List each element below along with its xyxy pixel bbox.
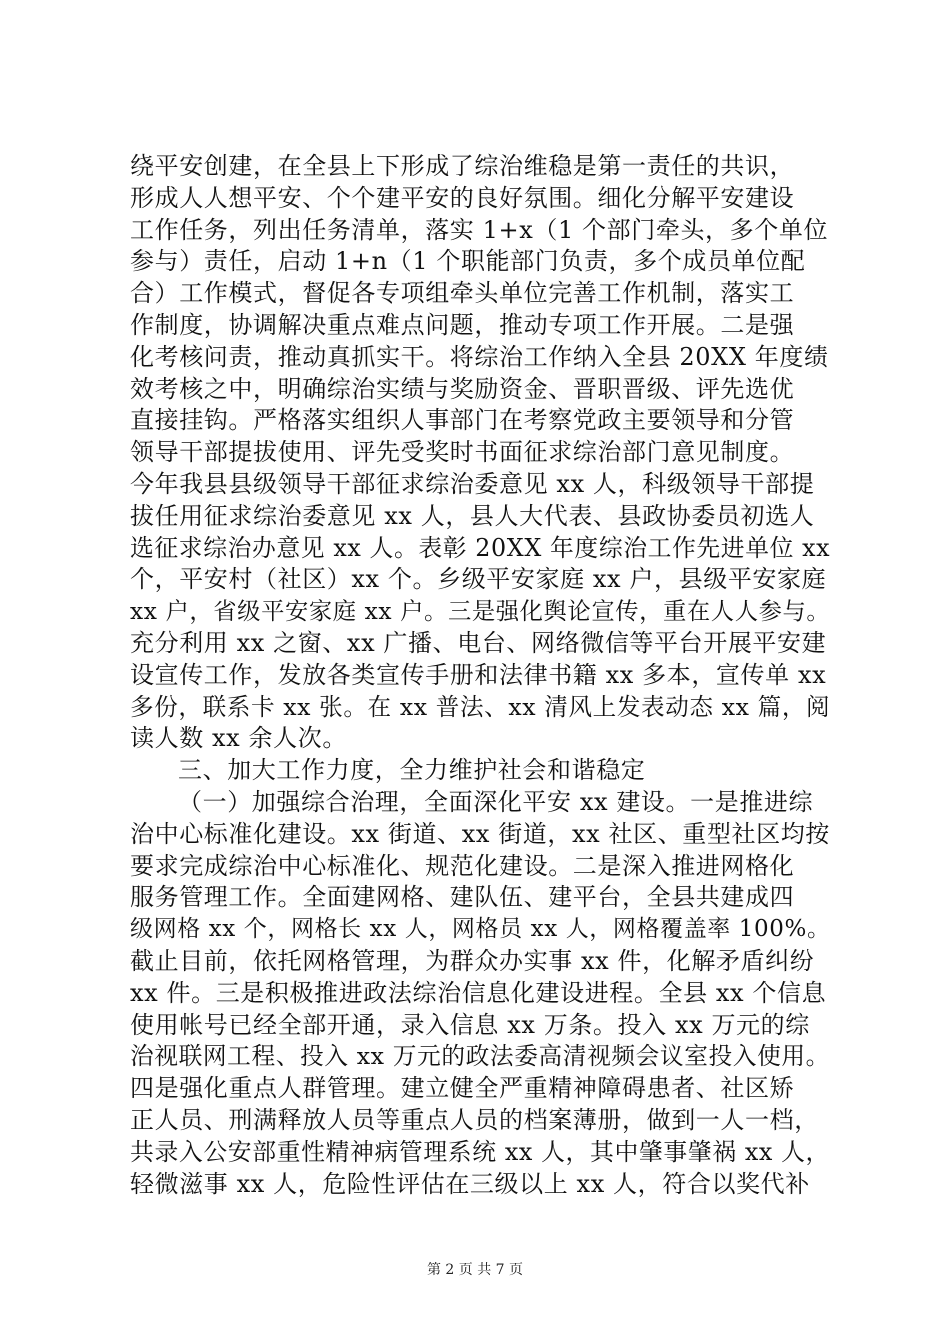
text-line: 合）工作模式，督促各专项组牵头单位完善工作机制，落实工 [130,279,795,308]
text-line: 级网格 xx 个，网格长 xx 人，网格员 xx 人，网格覆盖率 100%。 [130,916,831,943]
text-line: 使用帐号已经全部开通，录入信息 xx 万条。投入 xx 万元的综 [130,1010,810,1039]
text-line: 要求完成综治中心标准化、规范化建设。二是深入推进网格化 [130,851,795,880]
text-line: 今年我县县级领导干部征求综治委意见 xx 人，科级领导干部提 [130,469,815,498]
text-line: 读人数 xx 余人次。 [130,724,347,753]
text-line: xx 件。三是积极推进政法综治信息化建设进程。全县 xx 个信息 [130,978,827,1007]
text-line: xx 户，省级平安家庭 xx 户。三是强化舆论宣传，重在人人参与。 [130,598,831,626]
text-line: 参与）责任，启动 1+n（1 个职能部门负责，多个成员单位配 [130,247,806,276]
section-heading: 三、加大工作力度，全力维护社会和谐稳定 [178,756,646,785]
text-line: 正人员、刑满释放人员等重点人员的档案薄册，做到一人一档， [130,1105,819,1134]
text-line: 设宣传工作，发放各类宣传手册和法律书籍 xx 多本，宣传单 xx [130,660,827,689]
text-line: 服务管理工作。全面建网格、建队伍、建平台，全县共建成四 [130,883,795,912]
text-line: 工作任务，列出任务清单，落实 1+x（1 个部门牵头，多个单位 [130,215,829,244]
text-line: 共录入公安部重性精神病管理系统 xx 人，其中肇事肇祸 xx 人， [130,1137,830,1166]
text-line: 效考核之中，明确综治实绩与奖励资金、晋职晋级、评先选优 [130,374,795,403]
text-line: 治中心标准化建设。xx 街道、xx 街道，xx 社区、重型社区均按 [130,819,830,848]
text-line: 绕平安创建，在全县上下形成了综治维稳是第一责任的共识， [130,152,795,180]
text-line: 治视联网工程、投入 xx 万元的政法委高清视频会议室投入使用。 [130,1042,830,1071]
page-footer: 第 2 页 共 7 页 [426,1262,524,1278]
text-line: 充分利用 xx 之窗、xx 广播、电台、网络微信等平台开展平安建 [130,628,827,657]
text-line: 轻微滋事 xx 人，危险性评估在三级以上 xx 人，符合以奖代补 [130,1169,810,1198]
text-line: 形成人人想平安、个个建平安的良好氛围。细化分解平安建设 [130,183,795,212]
text-line: 多份，联系卡 xx 张。在 xx 普法、xx 清风上发表动态 xx 篇，阅 [130,692,831,721]
subsection-heading-line: （一）加强综合治理，全面深化平安 xx 建设。一是推进综 [178,787,814,816]
text-line: 拔任用征求综治委意见 xx 人，县人大代表、县政协委员初选人 [130,501,815,530]
text-line: 作制度，协调解决重点难点问题，推动专项工作开展。二是强 [130,310,795,339]
text-line: 选征求综治办意见 xx 人。表彰 20XX 年度综治工作先进单位 xx [130,533,831,562]
text-line: 四是强化重点人群管理。建立健全严重精神障碍患者、社区矫 [130,1074,795,1103]
body-text [130,151,830,1200]
text-line: 个，平安村（社区）xx 个。乡级平安家庭 xx 户，县级平安家庭 [130,565,827,594]
text-line: 化考核问责，推动真抓实干。将综治工作纳入全县 20XX 年度绩 [130,342,829,371]
text-line: 领导干部提拔使用、评先受奖时书面征求综治部门意见制度。 [130,438,795,467]
text-line: 截止目前，依托网格管理，为群众办实事 xx 件，化解矛盾纠纷 [130,946,815,975]
text-line: 直接挂钩。严格落实组织人事部门在考察党政主要领导和分管 [130,406,795,435]
